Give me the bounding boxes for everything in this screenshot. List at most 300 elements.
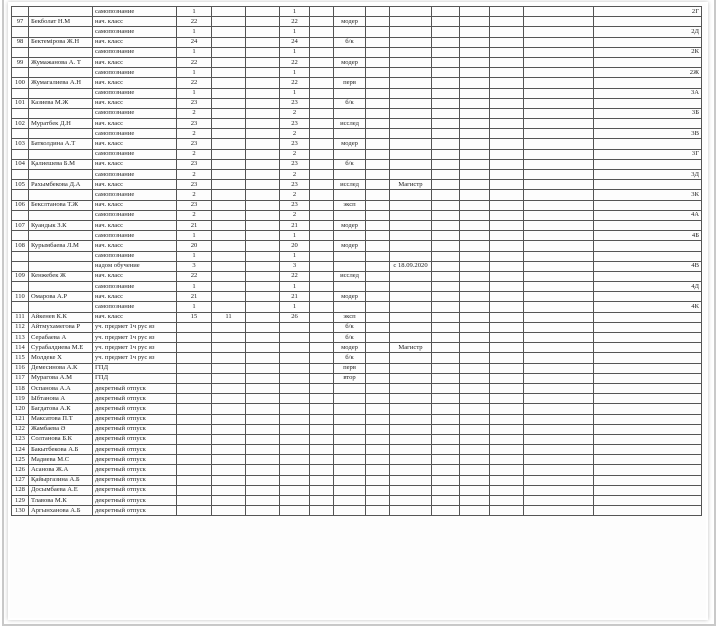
class-cell: 3Б [594, 108, 702, 118]
teacher-name [29, 251, 93, 261]
empty-cell [524, 465, 594, 475]
extra-hours-cell [212, 68, 246, 78]
hours-cell [177, 322, 212, 332]
empty-cell [460, 27, 490, 37]
table-row [12, 78, 702, 88]
note-cell [390, 496, 432, 506]
empty-cell [432, 88, 460, 98]
note-cell [390, 159, 432, 169]
empty-cell [310, 17, 334, 27]
empty-cell [366, 210, 390, 220]
hours-cell [177, 363, 212, 373]
empty-cell [246, 210, 280, 220]
empty-cell [432, 445, 460, 455]
note-cell [390, 434, 432, 444]
empty-cell [310, 363, 334, 373]
empty-cell [490, 383, 524, 393]
total-hours-cell: 1 [280, 47, 310, 57]
hours-cell [177, 434, 212, 444]
empty-cell [432, 159, 460, 169]
extra-hours-cell [212, 119, 246, 129]
note-cell [390, 445, 432, 455]
empty-cell [366, 445, 390, 455]
empty-cell [310, 159, 334, 169]
empty-cell [310, 312, 334, 322]
table-row [12, 271, 702, 281]
empty-cell [432, 7, 460, 17]
hours-cell: 23 [177, 119, 212, 129]
extra-hours-cell [212, 190, 246, 200]
empty-cell [490, 200, 524, 210]
class-cell [594, 312, 702, 322]
row-number [12, 261, 29, 271]
subject-cell: нач. класс [93, 220, 177, 230]
empty-cell [490, 129, 524, 139]
empty-cell [366, 170, 390, 180]
hours-cell: 1 [177, 302, 212, 312]
category-cell: перв [334, 78, 366, 88]
row-number: 105 [12, 180, 29, 190]
subject-cell: декретный отпуск [93, 414, 177, 424]
teacher-name: Бектемірова Ж.Н [29, 37, 93, 47]
empty-cell [310, 88, 334, 98]
row-number: 123 [12, 434, 29, 444]
total-hours-cell: 1 [280, 251, 310, 261]
class-cell: 4Д [594, 282, 702, 292]
empty-cell [432, 68, 460, 78]
note-cell [390, 68, 432, 78]
empty-cell [460, 98, 490, 108]
empty-cell [310, 373, 334, 383]
empty-cell [310, 475, 334, 485]
empty-cell [246, 78, 280, 88]
note-cell [390, 149, 432, 159]
category-cell: б/к [334, 159, 366, 169]
empty-cell [310, 383, 334, 393]
empty-cell [490, 475, 524, 485]
total-hours-cell: 2 [280, 170, 310, 180]
subject-cell: нач. класс [93, 37, 177, 47]
empty-cell [310, 333, 334, 343]
subject-cell: самопознание [93, 108, 177, 118]
table-row [12, 159, 702, 169]
empty-cell [366, 57, 390, 67]
empty-cell [432, 485, 460, 495]
class-cell [594, 119, 702, 129]
empty-cell [490, 119, 524, 129]
note-cell [390, 394, 432, 404]
empty-cell [366, 180, 390, 190]
table-row [12, 373, 702, 383]
empty-cell [460, 37, 490, 47]
teacher-name: Багдатова А.К [29, 404, 93, 414]
table-row [12, 190, 702, 200]
note-cell [390, 108, 432, 118]
hours-cell: 1 [177, 282, 212, 292]
empty-cell [524, 333, 594, 343]
extra-hours-cell [212, 383, 246, 393]
teacher-name [29, 261, 93, 271]
note-cell [390, 88, 432, 98]
empty-cell [460, 241, 490, 251]
note-cell [390, 119, 432, 129]
table-row [12, 465, 702, 475]
extra-hours-cell [212, 180, 246, 190]
category-cell: модер [334, 139, 366, 149]
empty-cell [366, 119, 390, 129]
extra-hours-cell [212, 506, 246, 516]
extra-hours-cell [212, 57, 246, 67]
empty-cell [460, 210, 490, 220]
subject-cell: декретный отпуск [93, 445, 177, 455]
empty-cell [432, 78, 460, 88]
note-cell [390, 333, 432, 343]
hours-cell [177, 455, 212, 465]
note-cell [390, 7, 432, 17]
empty-cell [246, 57, 280, 67]
empty-cell [432, 200, 460, 210]
empty-cell [460, 394, 490, 404]
empty-cell [310, 129, 334, 139]
note-cell [390, 37, 432, 47]
row-number: 119 [12, 394, 29, 404]
empty-cell [490, 78, 524, 88]
total-hours-cell: 24 [280, 37, 310, 47]
category-cell [334, 7, 366, 17]
empty-cell [524, 170, 594, 180]
total-hours-cell: 23 [280, 200, 310, 210]
empty-cell [490, 343, 524, 353]
empty-cell [524, 485, 594, 495]
total-hours-cell: 22 [280, 57, 310, 67]
empty-cell [524, 57, 594, 67]
category-cell [334, 506, 366, 516]
subject-cell: декретный отпуск [93, 506, 177, 516]
hours-cell: 1 [177, 27, 212, 37]
empty-cell [490, 261, 524, 271]
empty-cell [524, 47, 594, 57]
empty-cell [524, 200, 594, 210]
class-cell [594, 383, 702, 393]
empty-cell [524, 404, 594, 414]
note-cell [390, 312, 432, 322]
empty-cell [366, 312, 390, 322]
empty-cell [460, 506, 490, 516]
empty-cell [246, 180, 280, 190]
teacher-name [29, 170, 93, 180]
empty-cell [432, 434, 460, 444]
teacher-name: Мадиева М.С [29, 455, 93, 465]
row-number: 117 [12, 373, 29, 383]
subject-cell: самопознание [93, 68, 177, 78]
table-row [12, 394, 702, 404]
empty-cell [524, 149, 594, 159]
note-cell [390, 455, 432, 465]
category-cell [334, 108, 366, 118]
table-row [12, 496, 702, 506]
table-row [12, 506, 702, 516]
teacher-name: Асанова Ж.А [29, 465, 93, 475]
empty-cell [460, 445, 490, 455]
empty-cell [524, 27, 594, 37]
note-cell [390, 414, 432, 424]
total-hours-cell: 23 [280, 98, 310, 108]
empty-cell [524, 282, 594, 292]
note-cell [390, 292, 432, 302]
empty-cell [460, 322, 490, 332]
class-cell [594, 322, 702, 332]
staff-table [11, 6, 702, 516]
table-row [12, 98, 702, 108]
note-cell [390, 190, 432, 200]
note-cell [390, 465, 432, 475]
empty-cell [366, 190, 390, 200]
note-cell [390, 231, 432, 241]
empty-cell [432, 47, 460, 57]
subject-cell: декретный отпуск [93, 455, 177, 465]
empty-cell [524, 88, 594, 98]
total-hours-cell: 22 [280, 78, 310, 88]
hours-cell: 22 [177, 271, 212, 281]
note-cell [390, 200, 432, 210]
hours-cell: 1 [177, 88, 212, 98]
empty-cell [432, 394, 460, 404]
empty-cell [490, 302, 524, 312]
empty-cell [310, 322, 334, 332]
note-cell [390, 353, 432, 363]
total-hours-cell [280, 322, 310, 332]
empty-cell [460, 343, 490, 353]
empty-cell [524, 383, 594, 393]
row-number [12, 68, 29, 78]
empty-cell [310, 485, 334, 495]
total-hours-cell [280, 414, 310, 424]
empty-cell [366, 139, 390, 149]
category-cell [334, 129, 366, 139]
total-hours-cell: 23 [280, 139, 310, 149]
empty-cell [366, 383, 390, 393]
teacher-name: Батколдина А.Т [29, 139, 93, 149]
empty-cell [310, 98, 334, 108]
table-row [12, 170, 702, 180]
row-number: 130 [12, 506, 29, 516]
empty-cell [246, 506, 280, 516]
empty-cell [310, 465, 334, 475]
row-number [12, 282, 29, 292]
empty-cell [432, 170, 460, 180]
teacher-name [29, 149, 93, 159]
empty-cell [432, 261, 460, 271]
empty-cell [432, 57, 460, 67]
empty-cell [432, 424, 460, 434]
class-cell: 2Ж [594, 68, 702, 78]
total-hours-cell [280, 424, 310, 434]
total-hours-cell [280, 343, 310, 353]
teacher-name: Қайыргазина А.Б [29, 475, 93, 485]
class-cell [594, 17, 702, 27]
empty-cell [432, 496, 460, 506]
hours-cell [177, 414, 212, 424]
category-cell [334, 149, 366, 159]
empty-cell [490, 434, 524, 444]
teacher-name: Казиева М.Ж [29, 98, 93, 108]
hours-cell: 22 [177, 57, 212, 67]
subject-cell: уч. предмет 1ч рус яз [93, 343, 177, 353]
teacher-name: Айкенев К.К [29, 312, 93, 322]
subject-cell: декретный отпуск [93, 496, 177, 506]
extra-hours-cell [212, 98, 246, 108]
table-row [12, 343, 702, 353]
empty-cell [490, 424, 524, 434]
teacher-name: Максатова П.Т [29, 414, 93, 424]
subject-cell: ГПД [93, 373, 177, 383]
category-cell: б/к [334, 353, 366, 363]
row-number [12, 7, 29, 17]
category-cell [334, 485, 366, 495]
category-cell: б/к [334, 37, 366, 47]
class-cell [594, 373, 702, 383]
empty-cell [310, 414, 334, 424]
row-number: 101 [12, 98, 29, 108]
category-cell [334, 190, 366, 200]
extra-hours-cell [212, 261, 246, 271]
extra-hours-cell [212, 363, 246, 373]
teacher-name: Мурагова А.М [29, 373, 93, 383]
row-number: 125 [12, 455, 29, 465]
empty-cell [490, 108, 524, 118]
empty-cell [246, 404, 280, 414]
empty-cell [490, 322, 524, 332]
teacher-name: Курымбаева Л.М [29, 241, 93, 251]
empty-cell [460, 190, 490, 200]
empty-cell [524, 17, 594, 27]
empty-cell [432, 414, 460, 424]
empty-cell [490, 363, 524, 373]
empty-cell [246, 496, 280, 506]
subject-cell: декретный отпуск [93, 383, 177, 393]
row-number: 110 [12, 292, 29, 302]
empty-cell [490, 292, 524, 302]
extra-hours-cell [212, 7, 246, 17]
class-cell [594, 414, 702, 424]
row-number [12, 88, 29, 98]
total-hours-cell [280, 506, 310, 516]
hours-cell [177, 343, 212, 353]
empty-cell [490, 394, 524, 404]
row-number [12, 251, 29, 261]
row-number: 112 [12, 322, 29, 332]
row-number [12, 47, 29, 57]
total-hours-cell [280, 353, 310, 363]
empty-cell [366, 108, 390, 118]
category-cell [334, 251, 366, 261]
empty-cell [366, 292, 390, 302]
teacher-name [29, 129, 93, 139]
empty-cell [246, 485, 280, 495]
hours-cell: 2 [177, 149, 212, 159]
row-number: 129 [12, 496, 29, 506]
empty-cell [432, 231, 460, 241]
empty-cell [460, 88, 490, 98]
empty-cell [460, 353, 490, 363]
class-cell: 3В [594, 129, 702, 139]
subject-cell: самопознание [93, 190, 177, 200]
row-number: 116 [12, 363, 29, 373]
empty-cell [310, 302, 334, 312]
teacher-name [29, 7, 93, 17]
teacher-name: Айтмухамегова Р [29, 322, 93, 332]
extra-hours-cell [212, 353, 246, 363]
class-cell: 4К [594, 302, 702, 312]
empty-cell [490, 312, 524, 322]
category-cell [334, 455, 366, 465]
note-cell [390, 485, 432, 495]
empty-cell [524, 98, 594, 108]
teacher-name: Жумажанова А. Т [29, 57, 93, 67]
category-cell: исслед [334, 271, 366, 281]
empty-cell [366, 424, 390, 434]
empty-cell [524, 159, 594, 169]
teacher-name: Солтанова Б.К [29, 434, 93, 444]
empty-cell [524, 78, 594, 88]
empty-cell [460, 220, 490, 230]
empty-cell [524, 414, 594, 424]
empty-cell [310, 119, 334, 129]
empty-cell [524, 251, 594, 261]
extra-hours-cell [212, 210, 246, 220]
empty-cell [310, 404, 334, 414]
hours-cell: 1 [177, 251, 212, 261]
hours-cell: 2 [177, 210, 212, 220]
empty-cell [246, 353, 280, 363]
hours-cell: 23 [177, 180, 212, 190]
empty-cell [366, 404, 390, 414]
subject-cell: самопознание [93, 27, 177, 37]
hours-cell: 1 [177, 231, 212, 241]
empty-cell [490, 88, 524, 98]
table-row [12, 282, 702, 292]
empty-cell [366, 465, 390, 475]
class-cell [594, 506, 702, 516]
empty-cell [246, 98, 280, 108]
teacher-name: Жамбаева Ә [29, 424, 93, 434]
empty-cell [432, 220, 460, 230]
empty-cell [246, 322, 280, 332]
empty-cell [432, 455, 460, 465]
empty-cell [490, 7, 524, 17]
empty-cell [246, 17, 280, 27]
note-cell [390, 47, 432, 57]
row-number: 111 [12, 312, 29, 322]
empty-cell [460, 180, 490, 190]
subject-cell: декретный отпуск [93, 394, 177, 404]
row-number: 100 [12, 78, 29, 88]
table-row [12, 434, 702, 444]
total-hours-cell [280, 333, 310, 343]
row-number: 115 [12, 353, 29, 363]
row-number [12, 210, 29, 220]
table-row [12, 88, 702, 98]
subject-cell: декретный отпуск [93, 404, 177, 414]
table-row [12, 220, 702, 230]
empty-cell [366, 47, 390, 57]
empty-cell [432, 119, 460, 129]
category-cell: б/к [334, 98, 366, 108]
empty-cell [460, 292, 490, 302]
empty-cell [246, 302, 280, 312]
empty-cell [524, 139, 594, 149]
empty-cell [432, 343, 460, 353]
